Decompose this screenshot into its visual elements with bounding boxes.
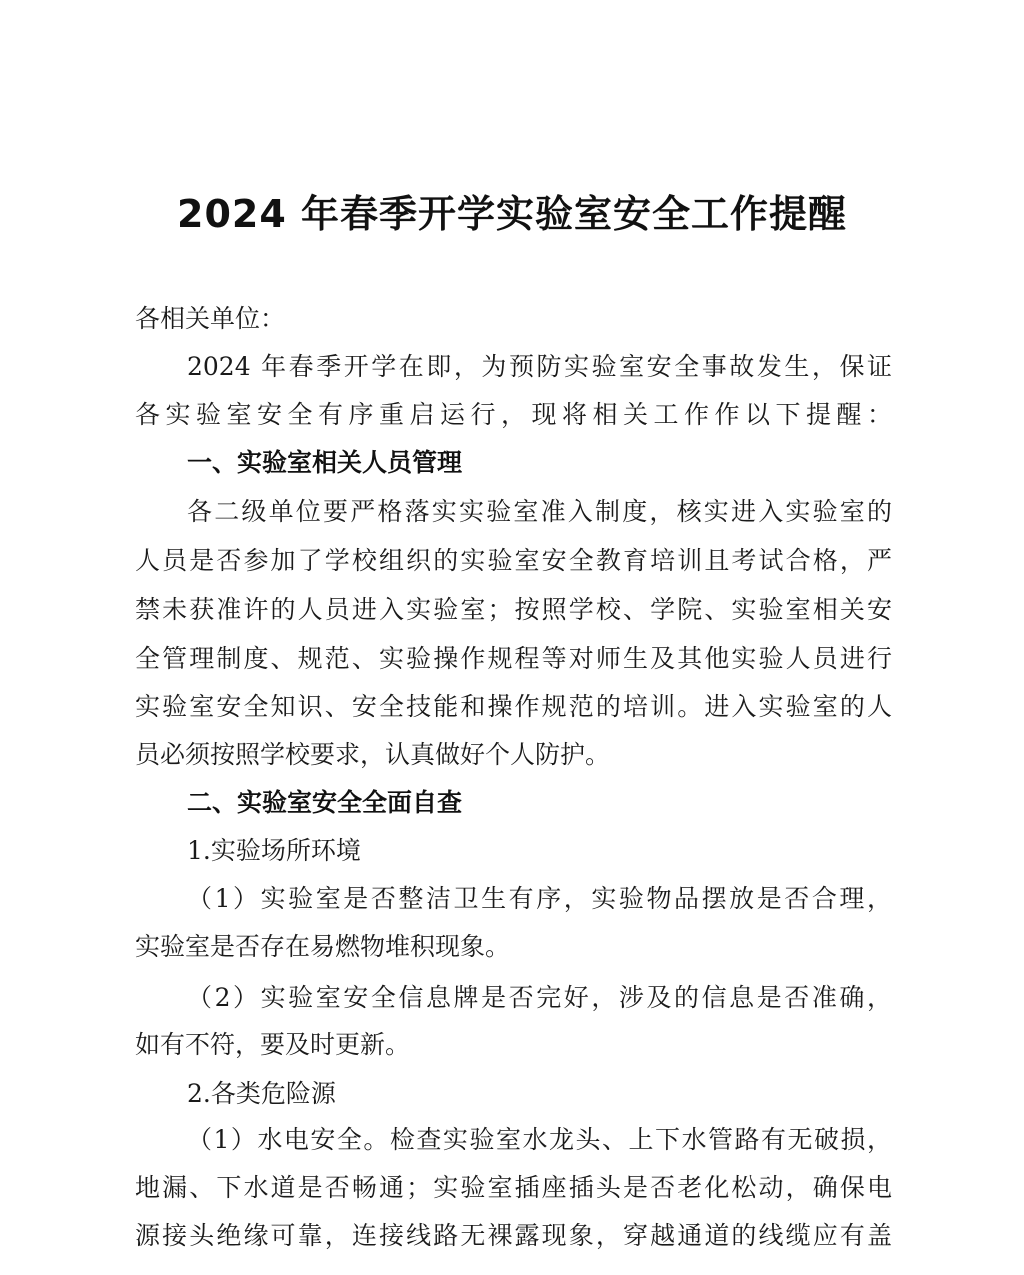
section-1-line-2: 人员是否参加了学校组织的实验室安全教育培训且考试合格，严	[135, 546, 892, 575]
sub2-item1-line-1: （1）水电安全。检查实验室水龙头、上下水管路有无破损，	[187, 1125, 892, 1154]
sub1-item2-line-1: （2）实验室安全信息牌是否完好，涉及的信息是否准确，	[187, 983, 892, 1012]
section-1-line-4: 全管理制度、规范、实验操作规程等对师生及其他实验人员进行	[135, 644, 892, 673]
subsection-2-heading: 2.各类危险源	[187, 1079, 336, 1108]
intro-line-2: 各实验室安全有序重启运行，现将相关工作作以下提醒：	[135, 400, 892, 429]
sub1-item1-line-1: （1）实验室是否整洁卫生有序，实验物品摆放是否合理，	[187, 884, 892, 913]
section-1-line-6: 员必须按照学校要求，认真做好个人防护。	[135, 740, 611, 769]
document-title: 2024 年春季开学实验室安全工作提醒	[177, 192, 847, 236]
subsection-1-heading: 1.实验场所环境	[187, 836, 361, 865]
sub2-item1-line-2: 地漏、下水道是否畅通；实验室插座插头是否老化松动，确保电	[135, 1173, 892, 1202]
sub1-item1-line-2: 实验室是否存在易燃物堆积现象。	[135, 932, 511, 961]
intro-line-1: 2024 年春季开学在即，为预防实验室安全事故发生，保证	[187, 352, 892, 381]
sub1-item2-line-2: 如有不符，要及时更新。	[135, 1030, 411, 1059]
section-2-heading: 二、实验室安全全面自查	[187, 788, 463, 817]
section-1-line-1: 各二级单位要严格落实实验室准入制度，核实进入实验室的	[187, 497, 892, 526]
section-1-line-5: 实验室安全知识、安全技能和操作规范的培训。进入实验室的人	[135, 692, 892, 721]
section-1-heading: 一、实验室相关人员管理	[187, 448, 463, 477]
sub2-item1-line-3: 源接头绝缘可靠，连接线路无裸露现象，穿越通道的线缆应有盖	[135, 1221, 892, 1250]
section-1-line-3: 禁未获准许的人员进入实验室；按照学校、学院、实验室相关安	[135, 595, 892, 624]
salutation: 各相关单位：	[135, 304, 286, 333]
